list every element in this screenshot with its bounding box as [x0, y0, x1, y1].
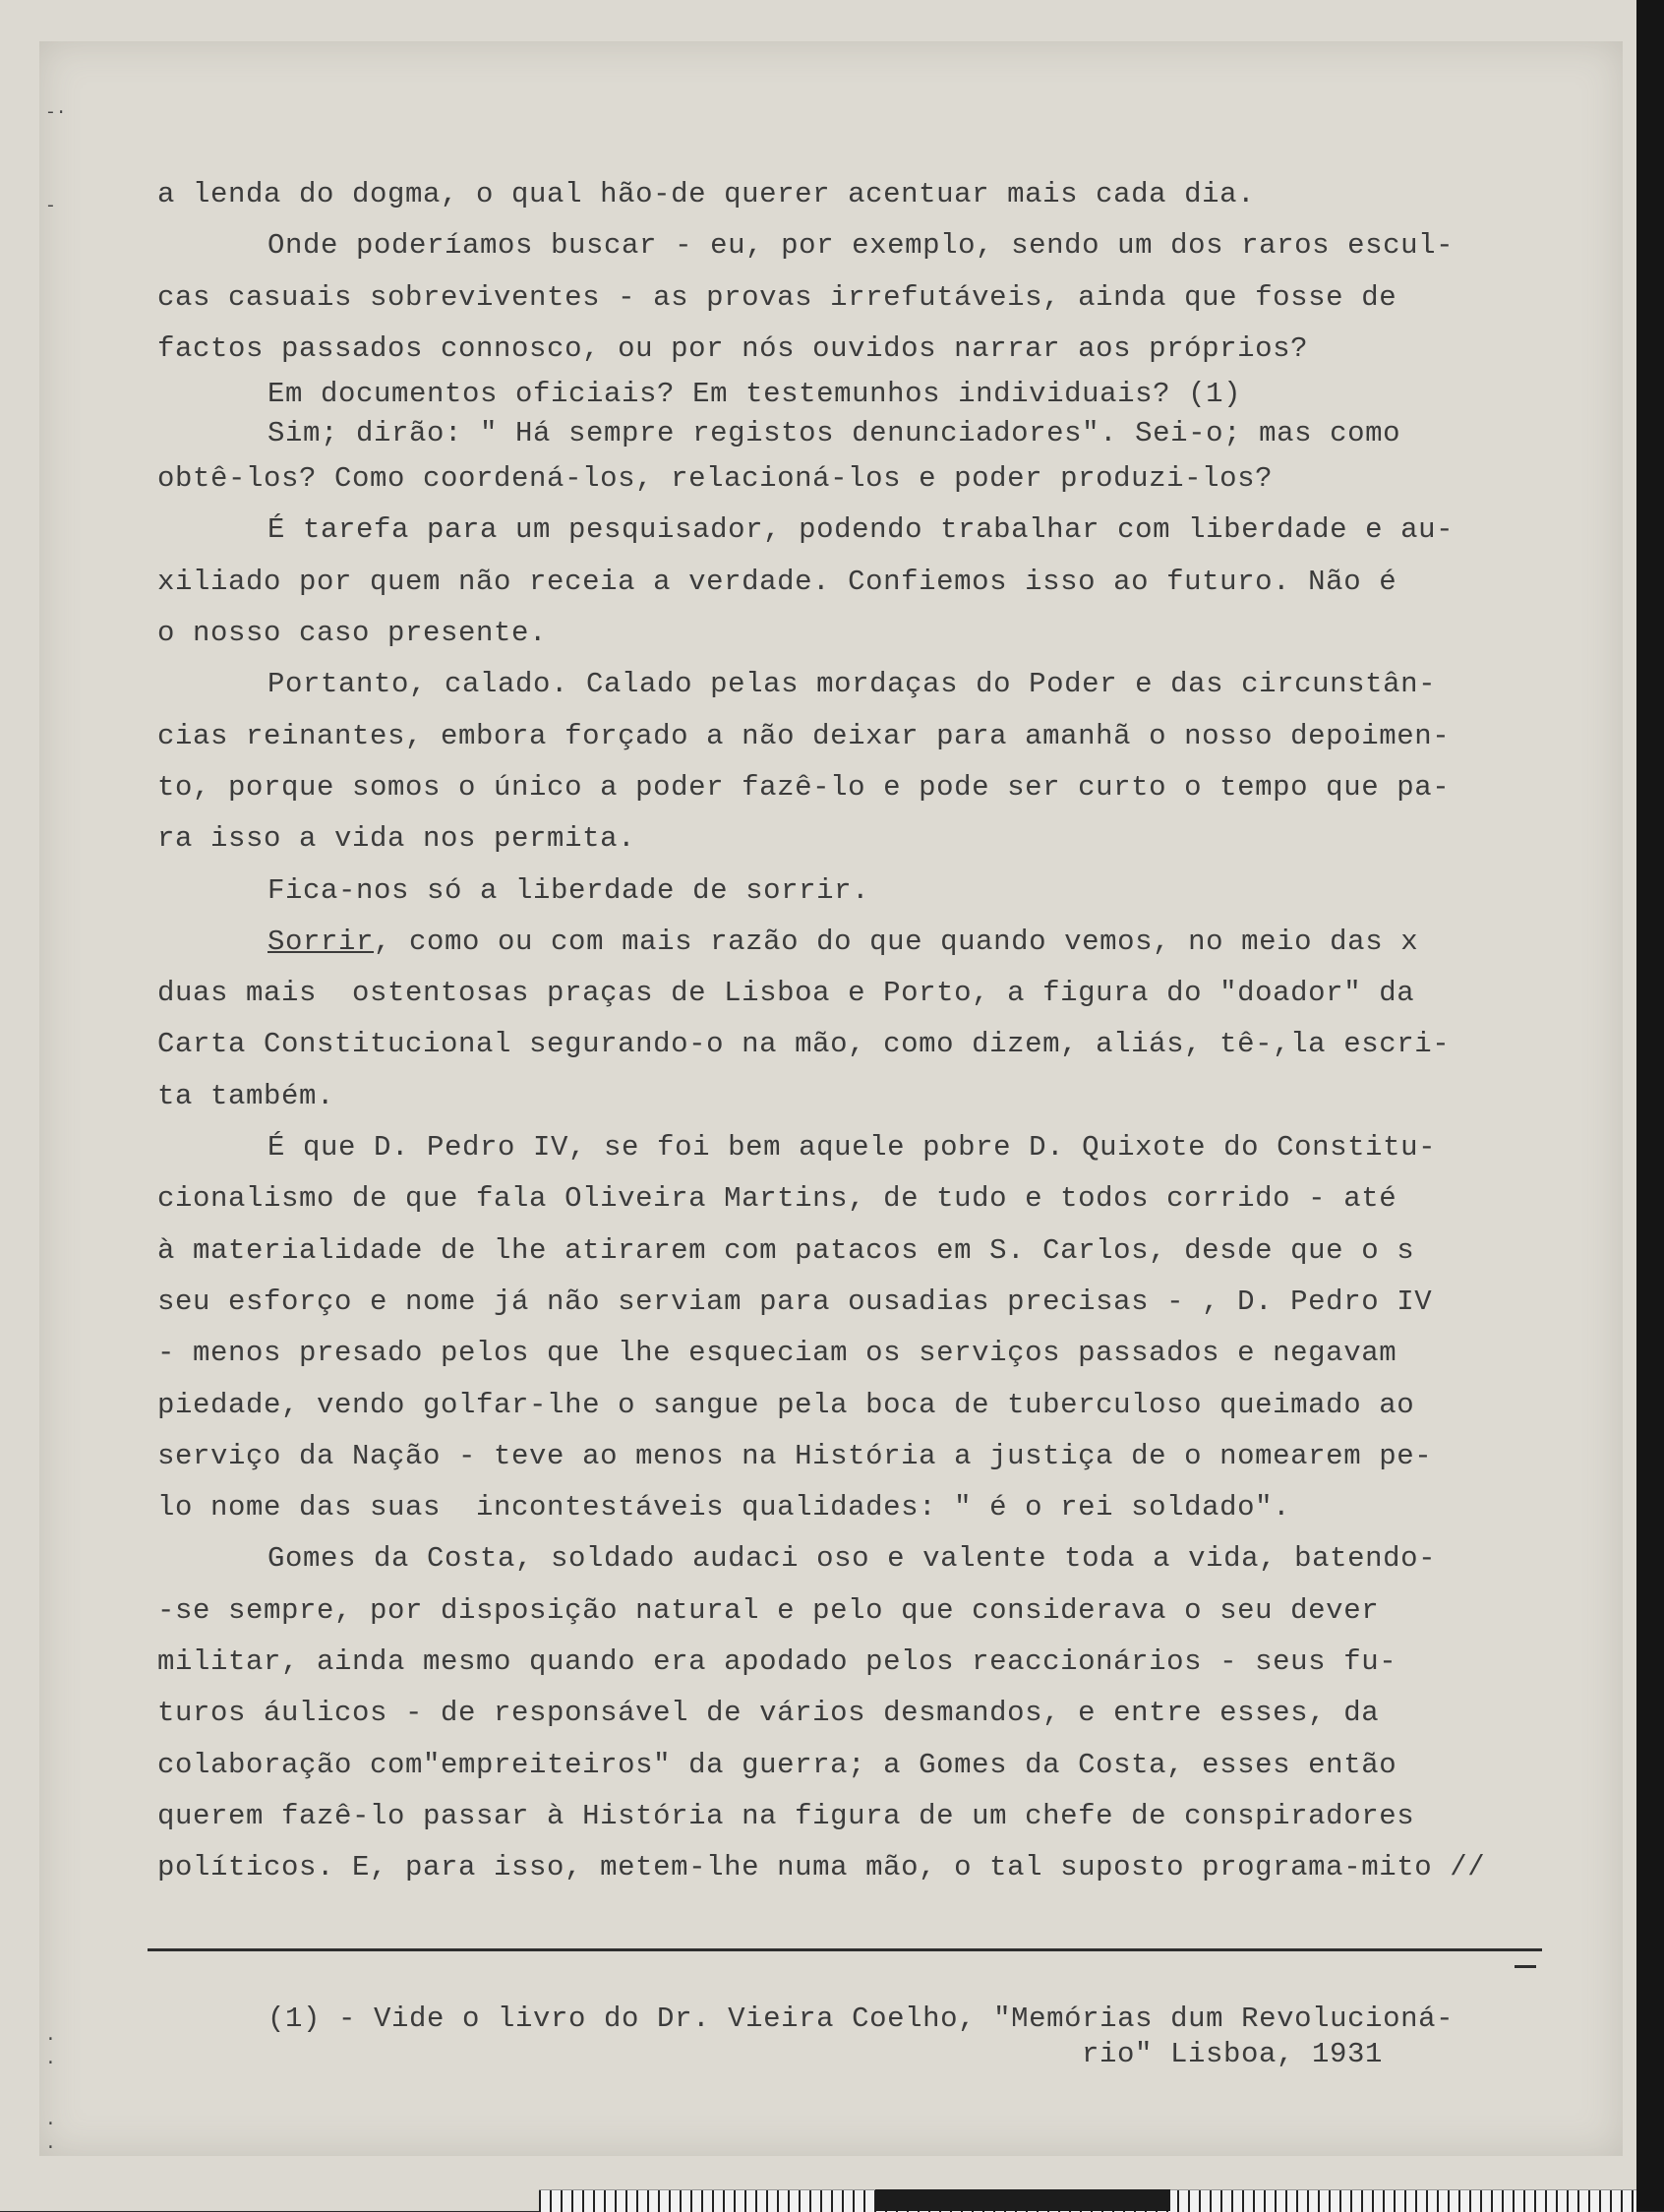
- text-line: ta também.: [157, 1079, 335, 1112]
- text-line: seu esforço e nome já não serviam para ousadias precisas - , D. Pedro IV: [157, 1285, 1433, 1318]
- text-line: militar, ainda mesmo quando era apodado pelos reaccionários - seus fu-: [157, 1645, 1397, 1679]
- text-line: piedade, vendo golfar-lhe o sangue pela boca de tuberculoso queimado ao: [157, 1388, 1415, 1421]
- scan-edge: [1636, 0, 1664, 2211]
- text-line: duas mais ostentosas praças de Lisboa e Porto, a figura do "doador" da: [157, 977, 1415, 1010]
- text-line: Sim; dirão: " Há sempre registos denunciadores". Sei-o; mas como: [267, 417, 1401, 450]
- text-line: É que D. Pedro IV, se foi bem aquele pobre D. Quixote do Constitu-: [267, 1131, 1437, 1165]
- text-line: - menos presado pelos que lhe esqueciam os serviços passados e negavam: [157, 1337, 1397, 1370]
- text-line: Portanto, calado. Calado pelas mordaças do Poder e das circunstân-: [267, 668, 1437, 701]
- text-line: Fica-nos só a liberdade de sorrir.: [267, 873, 870, 907]
- text-line: [157, 917, 1574, 968]
- text-line: É tarefa para um pesquisador, podendo trabalhar com liberdade e au-: [267, 513, 1455, 547]
- text-line: colaboração com"empreiteiros" da guerra; a Gomes da Costa, esses então: [157, 1748, 1397, 1781]
- text-line-rest: , como ou com mais razão do que quando vemos, no meio das x: [374, 925, 1419, 958]
- text-line: ra isso a vida nos permita.: [157, 822, 636, 856]
- text-line: Em documentos oficiais? Em testemunhos individuais? (1): [267, 378, 1242, 411]
- footnote: (1) - Vide o livro do Dr. Vieira Coelho, "Memórias dum Revolucioná-: [267, 2003, 1455, 2035]
- text-line: lo nome das suas incontestáveis qualidades: " é o rei soldado".: [157, 1491, 1291, 1524]
- text-line: factos passados connosco, ou por nós ouvidos narrar aos próprios?: [157, 331, 1309, 365]
- text-line: cionalismo de que fala Oliveira Martins, de tudo e todos corrido - até: [157, 1182, 1397, 1216]
- text-line: Onde poderíamos buscar - eu, por exemplo, sendo um dos raros escul-: [267, 229, 1455, 263]
- text-line: -se sempre, por disposição natural e pelo que considerava o seu dever: [157, 1593, 1380, 1627]
- text-line: serviço da Nação - teve ao menos na História a justiça de o nomearem pe-: [157, 1439, 1433, 1472]
- underlined-word: Sorrir: [267, 925, 375, 958]
- text-line: Gomes da Costa, soldado audaci oso e valente toda a vida, batendo-: [267, 1542, 1437, 1576]
- text-line: Carta Constitucional segurando-o na mão, como dizem, aliás, tê-,la escri-: [157, 1028, 1451, 1061]
- text-line: cias reinantes, embora forçado a não deixar para amanhã o nosso depoimen-: [157, 719, 1451, 752]
- text-line: querem fazê-lo passar à História na figura de um chefe de conspiradores: [157, 1799, 1415, 1832]
- footnote-divider: [148, 1948, 1542, 1951]
- text-line: to, porque somos o único a poder fazê-lo e pode ser curto o tempo que pa-: [157, 770, 1451, 804]
- text-line: obtê-los? Como coordená-los, relacioná-los e poder produzi-los?: [157, 462, 1274, 496]
- scale-ruler-dark-segment: [875, 2189, 1170, 2211]
- text-line: turos áulicos - de responsável de vários desmandos, e entre esses, da: [157, 1697, 1380, 1730]
- document-body: [157, 169, 1574, 1894]
- text-line: cas casuais sobreviventes - as provas irrefutáveis, ainda que fosse de: [157, 280, 1397, 314]
- text-line: à materialidade de lhe atirarem com patacos em S. Carlos, desde que o s: [157, 1233, 1415, 1267]
- text-line: a lenda do dogma, o qual hão-de querer acentuar mais cada dia.: [157, 178, 1256, 210]
- footnote-continuation: rio" Lisboa, 1931: [1082, 2038, 1384, 2070]
- text-line: o nosso caso presente.: [157, 617, 548, 650]
- text-line: políticos. E, para isso, metem-lhe numa mão, o tal suposto programa-mito //: [157, 1851, 1486, 1884]
- divider-dash: [1515, 1965, 1536, 1968]
- text-line: xiliado por quem não receia a verdade. Confiemos isso ao futuro. Não é: [157, 565, 1397, 598]
